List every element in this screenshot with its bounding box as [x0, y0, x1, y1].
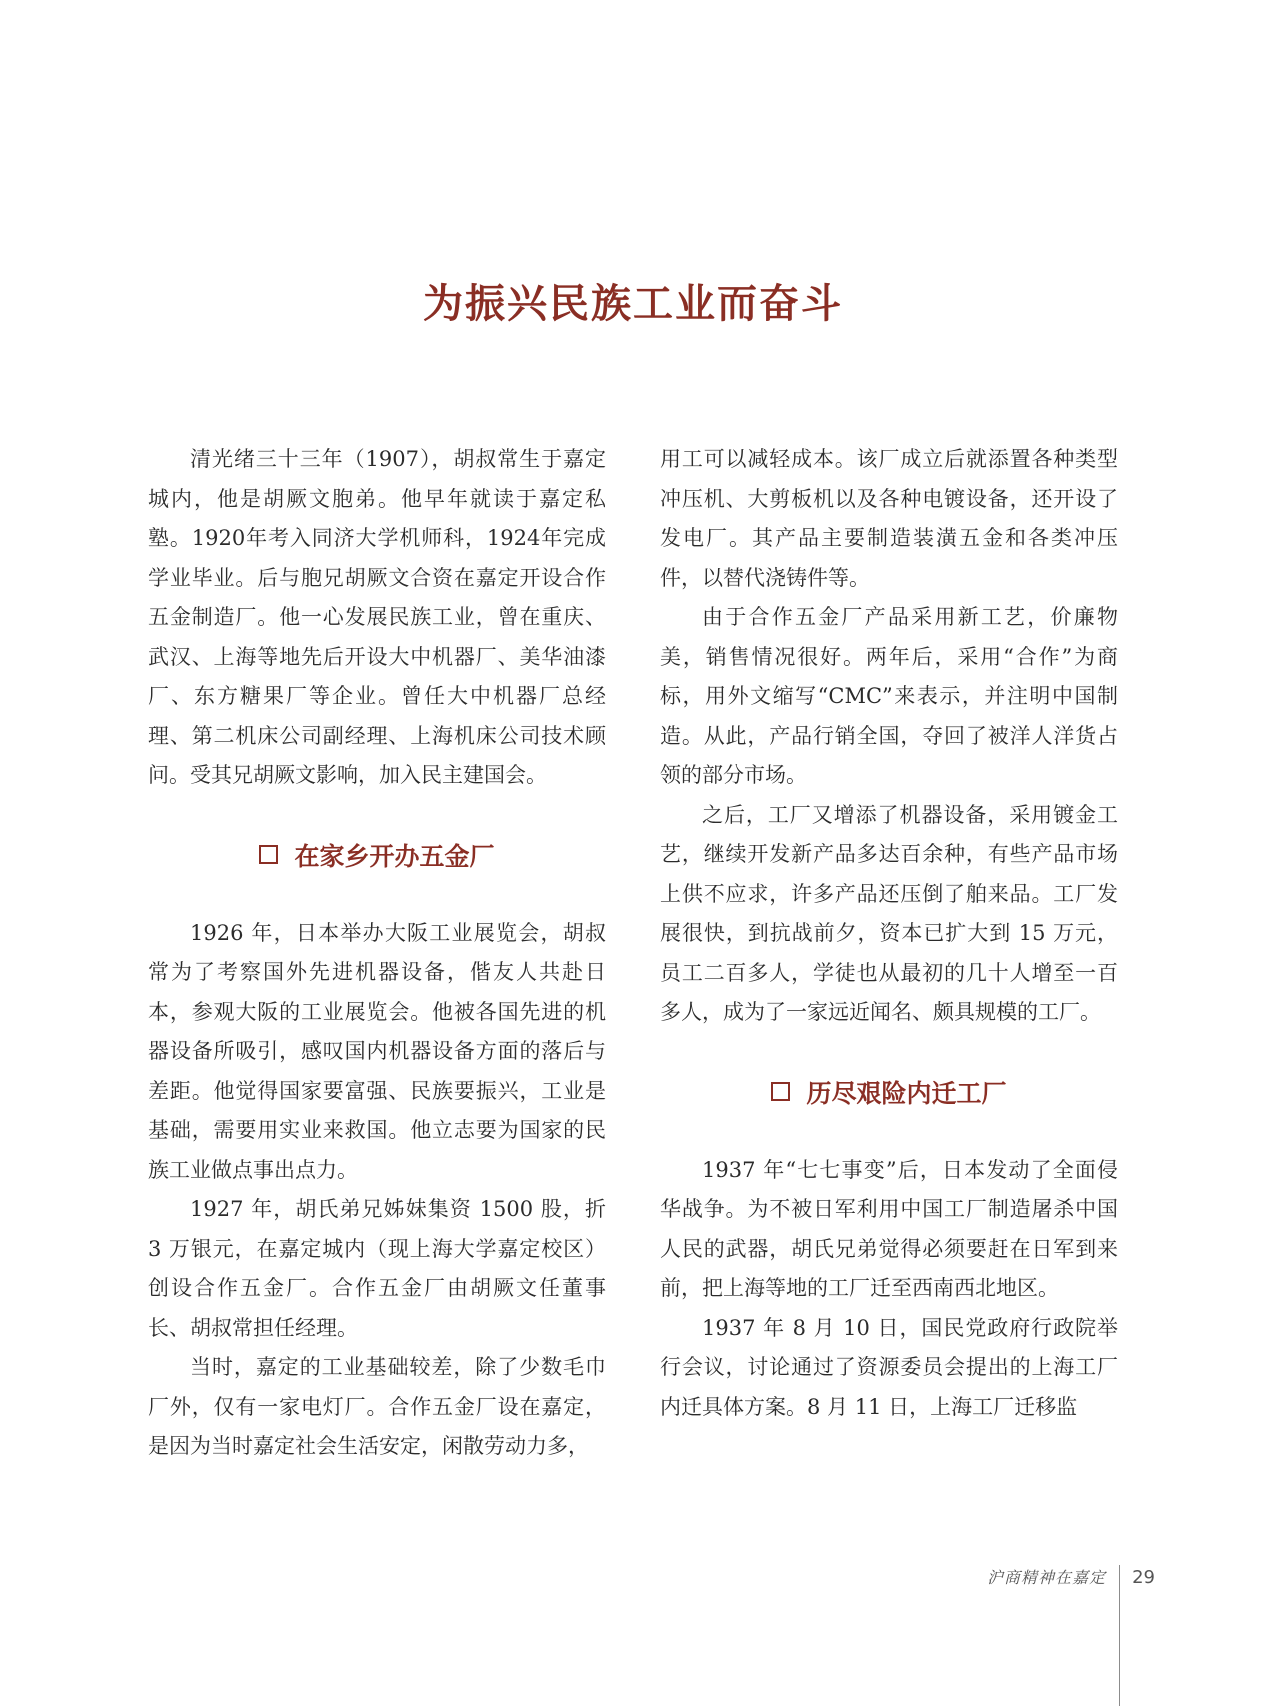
footer-divider — [1119, 1565, 1120, 1706]
page-footer — [966, 1565, 1266, 1706]
section-heading-hometown-factory — [148, 835, 606, 875]
page-number: 29 — [1132, 1567, 1155, 1588]
hollow-square-icon — [771, 1082, 790, 1101]
body-paragraph: 1926 年，日本举办大阪工业展览会，胡叔常为了考察国外先进机器设备，偕友人共赴日本，参观大阪的工业展览会。他被各国先进的机器设备所吸引，感叹国内机器设备方面的落后与差距。他觉得国家要富强、民族要振兴，工业是基础，需要用实业来救国。他立志要为国家的民族工业做点事出点力。 — [148, 920, 606, 1182]
body-paragraph: 当时，嘉定的工业基础较差，除了少数毛巾厂外，仅有一家电灯厂。合作五金厂设在嘉定，是因为当时嘉定社会生活安定，闲散劳动力多， — [148, 1355, 606, 1458]
left-column — [148, 440, 606, 1467]
body-paragraph: 之后，工厂又增添了机器设备，采用镀金工艺，继续开发新产品多达百余种，有些产品市场上供不应求，许多产品还压倒了舶来品。工厂发展很快，到抗战前夕，资本已扩大到 15 万元，员工二百多人，学徒也从最初的几十人增至一百多人，成为了一家远近闻名、颇具规模的工厂。 — [660, 802, 1118, 1024]
section-heading-text: 在家乡开办五金厂 — [294, 841, 495, 871]
section-heading-factory-relocation — [660, 1072, 1118, 1112]
body-paragraph: 1927 年，胡氏弟兄姊妹集资 1500 股，折 3 万银元，在嘉定城内（现上海大学嘉定校区）创设合作五金厂。合作五金厂由胡厥文任董事长、胡叔常担任经理。 — [148, 1197, 606, 1340]
body-paragraph: 1937 年“七七事变”后，日本发动了全面侵华战争。为不被日军利用中国工厂制造屠杀中国人民的武器，胡氏兄弟觉得必须要赶在日军到来前，把上海等地的工厂迁至西南西北地区。 — [660, 1157, 1118, 1300]
hollow-square-icon — [259, 845, 278, 864]
body-paragraph: 由于合作五金厂产品采用新工艺，价廉物美，销售情况很好。两年后，采用“合作”为商标，用外文缩写“CMC”来表示，并注明中国制造。从此，产品行销全国，夺回了被洋人洋货占领的部分市场。 — [660, 605, 1118, 787]
right-column — [660, 440, 1118, 1427]
continuation-paragraph: 用工可以减轻成本。该厂成立后就添置各种类型冲压机、大剪板机以及各种电镀设备，还开设了发电厂。其产品主要制造装潢五金和各类冲压件，以替代浇铸件等。 — [660, 447, 1118, 590]
intro-paragraph: 清光绪三十三年（1907），胡叔常生于嘉定城内，他是胡厥文胞弟。他早年就读于嘉定私塾。1920年考入同济大学机师科，1924年完成学业毕业。后与胞兄胡厥文合资在嘉定开设合作五金制造厂。他一心发展民族工业，曾在重庆、武汉、上海等地先后开设大中机器厂、美华油漆厂、东方糖果厂等企业。曾任大中机器厂总经理、第二机床公司副经理、上海机床公司技术顾问。受其兄胡厥文影响，加入民主建国会。 — [148, 447, 606, 787]
section-heading-text: 历尽艰险内迁工厂 — [806, 1078, 1007, 1108]
publication-name: 沪商精神在嘉定 — [986, 1568, 1106, 1587]
page-title: 为振兴民族工业而奋斗 — [423, 280, 843, 327]
body-paragraph: 1937 年 8 月 10 日，国民党政府行政院举行会议，讨论通过了资源委员会提出的上海工厂内迁具体方案。8 月 11 日，上海工厂迁移监 — [660, 1315, 1118, 1419]
